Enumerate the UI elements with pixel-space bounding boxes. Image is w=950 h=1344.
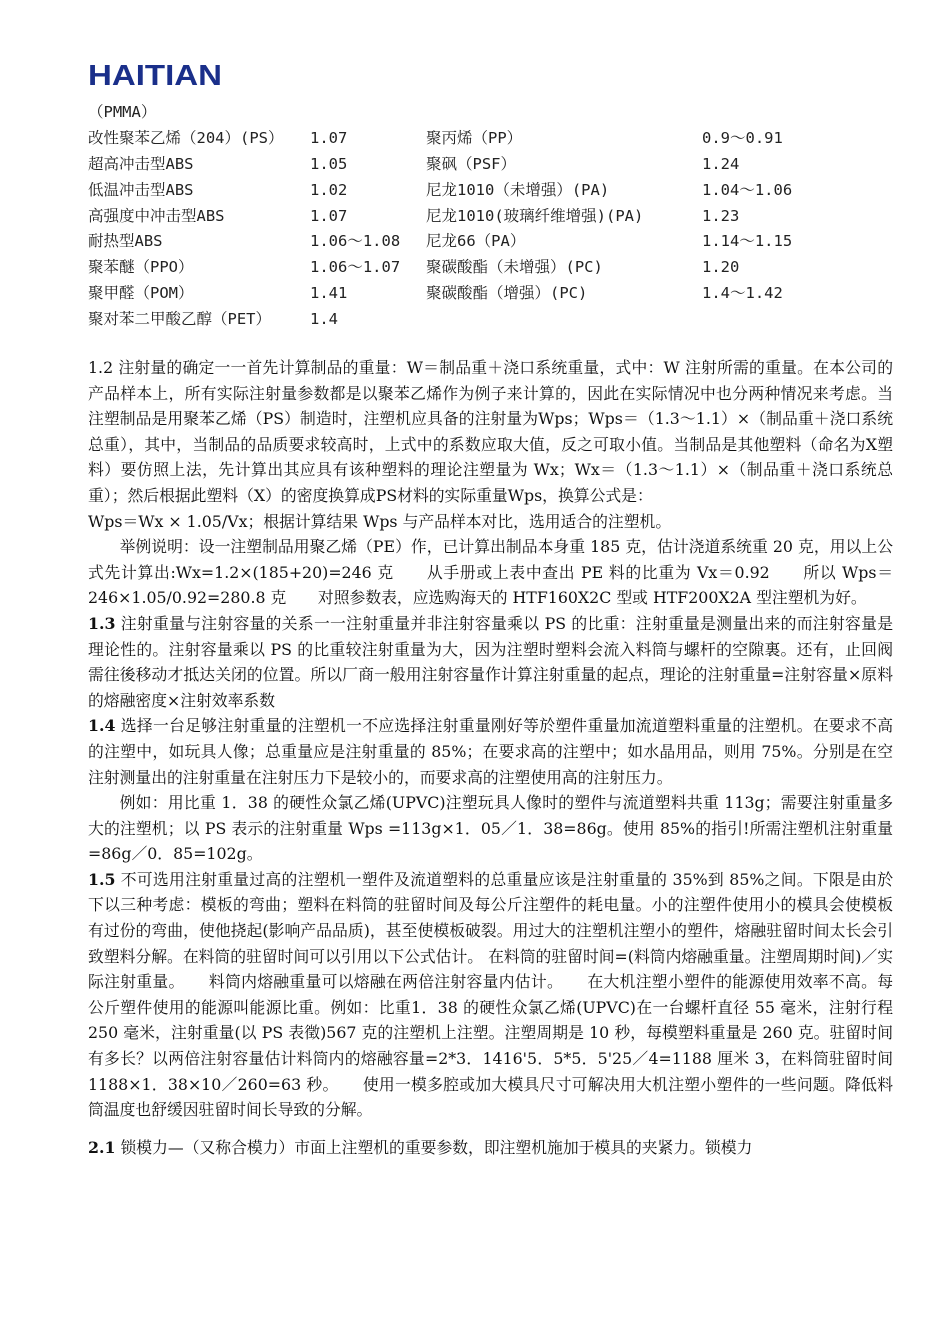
paragraph-1-2: 1.2 注射量的确定一一首先计算制品的重量：W＝制品重＋浇口系统重量，式中：W 注射所需的重量。在本公司的产品样本上，所有实际注射量参数都是以聚苯乙烯作为例子来计算的，因此在实际情况中也分两种情况来考虑。当注塑制品是用聚苯乙烯（PS）制造时，注塑机应具备的注射量为Wps；Wps＝（1.3～1.1）×（制品重＋浇口系统总重），其中，当制品的品质要求较高时，上式中的系数应取大值，反之可取小值。当制品是其他塑料（命名为X塑料）要仿照上法，先计算出其应具有该种塑料的理论注塑量为 Wx；Wx＝（1.3～1.1）×（制品重＋浇口系统总重）；然后根据此塑料（X）的密度换算成PS材料的实际重量Wps，换算公式是：: [88, 358, 893, 505]
density-value: 1.24: [702, 154, 740, 173]
paragraph-1-4: [88, 713, 893, 790]
section-number: 2.1: [88, 1137, 116, 1157]
density-value: 1.23: [702, 206, 740, 225]
material-name: 尼龙1010（未增强）(PA): [426, 180, 610, 199]
material-name: 超高冲击型ABS: [88, 154, 194, 173]
table-row: [88, 229, 893, 255]
table-row: [88, 281, 893, 307]
section-text: 选择一台足够注射重量的注塑机一不应选择注射重量刚好等於塑件重量加流道塑料重量的注塑机。在要求不高的注塑中，如玩具人像；总重量应是注射重量的 85%；在要求高的注塑中；如水晶用品，则用 75%。分别是在空注射测量出的注射重量在注射压力下是较小的，而要求高的注塑使用高的注射压力。: [88, 716, 893, 787]
document-body: [88, 355, 909, 1160]
density-value: 1.06～1.07: [310, 258, 401, 277]
material-name: 高强度中冲击型ABS: [88, 206, 225, 225]
paragraph-1-3: [88, 611, 893, 713]
table-row: [88, 178, 893, 204]
section-text: 不可选用注射重量过高的注塑机一塑件及流道塑料的总重量应该是注射重量的 35%到 85%之间。下限是由於下以三种考虑：模板的弯曲；塑料在料筒的驻留时间及每公斤注塑件的耗电量。小的注塑件使用小的模具会使模板有过份的弯曲，使他挠起(影响产品品质)，甚至使模板破裂。用过大的注塑机注塑小的塑件，熔融驻留时间太长会引致塑料分解。在料筒的驻留时间可以引用以下公式估计。 在料筒的驻留时间=(料筒内熔融重量。注塑周期时间)／实际注射重量。 料筒内熔融重量可以熔融在两倍注射容量内估计。 在大机注塑小塑件的能源使用效率不高。每公斤塑件使用的能源叫能源比重。例如：比重1．38 的硬性众氯乙烯(UPVC)在一台螺杆直径 55 毫米，注射行程 250 毫米，注射重量(以 PS 表徵)567 克的注塑机上注塑。注塑周期是 10 秒，每模塑料重量是 260 克。驻留时间有多长？以两倍注射容量估计料筒内的熔融容量=2*3．1416'5．5*5．5'25／4=1188 厘米 3，在料筒驻留时间 1188×1．38×10／260=63 秒。 使用一模多腔或加大模具尺寸可解决用大机注塑小塑件的一些问题。降低料筒温度也舒缓因驻留时间长导致的分解。: [88, 869, 909, 1120]
material-name: 低温冲击型ABS: [88, 180, 194, 199]
material-name: 聚砜（PSF）: [426, 154, 516, 173]
density-value: 1.06～1.08: [310, 232, 401, 251]
paragraph-1-4-example: 例如：用比重 1．38 的硬性众氯乙烯(UPVC)注塑玩具人像时的塑件与流道塑料共重 113g；需要注射重量多大的注塑机；以 PS 表示的注射重量 Wps =113g×1．05／1．38=86g。使用 85%的指引!所需注塑机注射重量=86g／0．85=102g。: [88, 793, 893, 864]
material-name: 聚苯醚（PPO）: [88, 258, 194, 277]
material-name: 聚碳酸酯（增强）(PC): [426, 284, 588, 303]
density-value: 1.14～1.15: [702, 232, 793, 251]
paragraph-1-2-formula: Wps＝Wx × 1.05/Vx；根据计算结果 Wps 与产品样本对比，选用适合的注塑机。: [88, 511, 672, 531]
material-name: 聚对苯二甲酸乙醇（PET）: [88, 310, 271, 329]
paragraph-1-2-example: 举例说明：设一注塑制品用聚乙烯（PE）作，已计算出制品本身重 185 克，估计浇道系统重 20 克，用以上公式先计算出:Wx=1.2×(185+20)=246 克 从手册或上表中查出 PE 料的比重为 Vx＝0.92 所以 Wps＝246×1.05/0.92=280.8 克 对照参数表，应选购海天的 HTF160X2C 型或 HTF200X2A 型注塑机为好。: [88, 537, 893, 608]
section-text: 锁模力—（又称合模力）市面上注塑机的重要参数，即注塑机施加于模具的夹紧力。锁模力: [115, 1137, 753, 1157]
density-value: 1.02: [310, 180, 348, 199]
density-value: 0.9～0.91: [702, 128, 783, 147]
density-value: 1.04～1.06: [702, 180, 793, 199]
density-value: 1.07: [310, 128, 348, 147]
section-number: 1.5: [88, 869, 116, 889]
table-row: [88, 307, 893, 333]
paragraph-1-5: [88, 867, 909, 1123]
paragraph-2-1: [88, 1135, 893, 1161]
table-row: [88, 126, 893, 152]
material-name: 改性聚苯乙烯（204）(PS）: [88, 128, 284, 147]
material-name: （PMMA）: [88, 103, 157, 121]
section-number: 1.3: [88, 613, 116, 633]
density-value: 1.4: [310, 310, 338, 329]
material-name: 聚甲醛（POM）: [88, 284, 194, 303]
logo-text: HAITIAN: [88, 60, 222, 88]
density-value: 1.05: [310, 154, 348, 173]
table-row: [88, 204, 893, 230]
table-row: [88, 152, 893, 178]
density-value: 1.20: [702, 258, 740, 277]
density-table: [88, 100, 893, 333]
section-number: 1.4: [88, 716, 116, 736]
material-name: 聚丙烯（PP）: [426, 128, 523, 147]
density-value: 1.41: [310, 284, 348, 303]
material-name: 尼龙1010(玻璃纤维增强)(PA): [426, 206, 644, 225]
section-text: 注射重量与注射容量的关系一一注射重量并非注射容量乘以 PS 的比重：注射重量是测量出来的而注射容量是理论性的。注射容量乘以 PS 的比重较注射重量为大，因为注塑时塑料会流入料筒与螺杆的空隙裏。还有，止回阀需往後移动才抵达关闭的位置。所以厂商一般用注射容量作计算注射重量的起点，理论的注射重量=注射容量×原料的熔融密度×注射效率系数: [88, 613, 893, 710]
material-name: 耐热型ABS: [88, 232, 163, 251]
material-name: 尼龙66（PA）: [426, 232, 526, 251]
table-row: [88, 100, 893, 126]
material-name: 聚碳酸酯（未增强）(PC): [426, 258, 603, 277]
density-value: 1.07: [310, 206, 348, 225]
density-value: 1.4～1.42: [702, 284, 783, 303]
haitian-logo: [88, 60, 222, 88]
table-row: [88, 255, 893, 281]
